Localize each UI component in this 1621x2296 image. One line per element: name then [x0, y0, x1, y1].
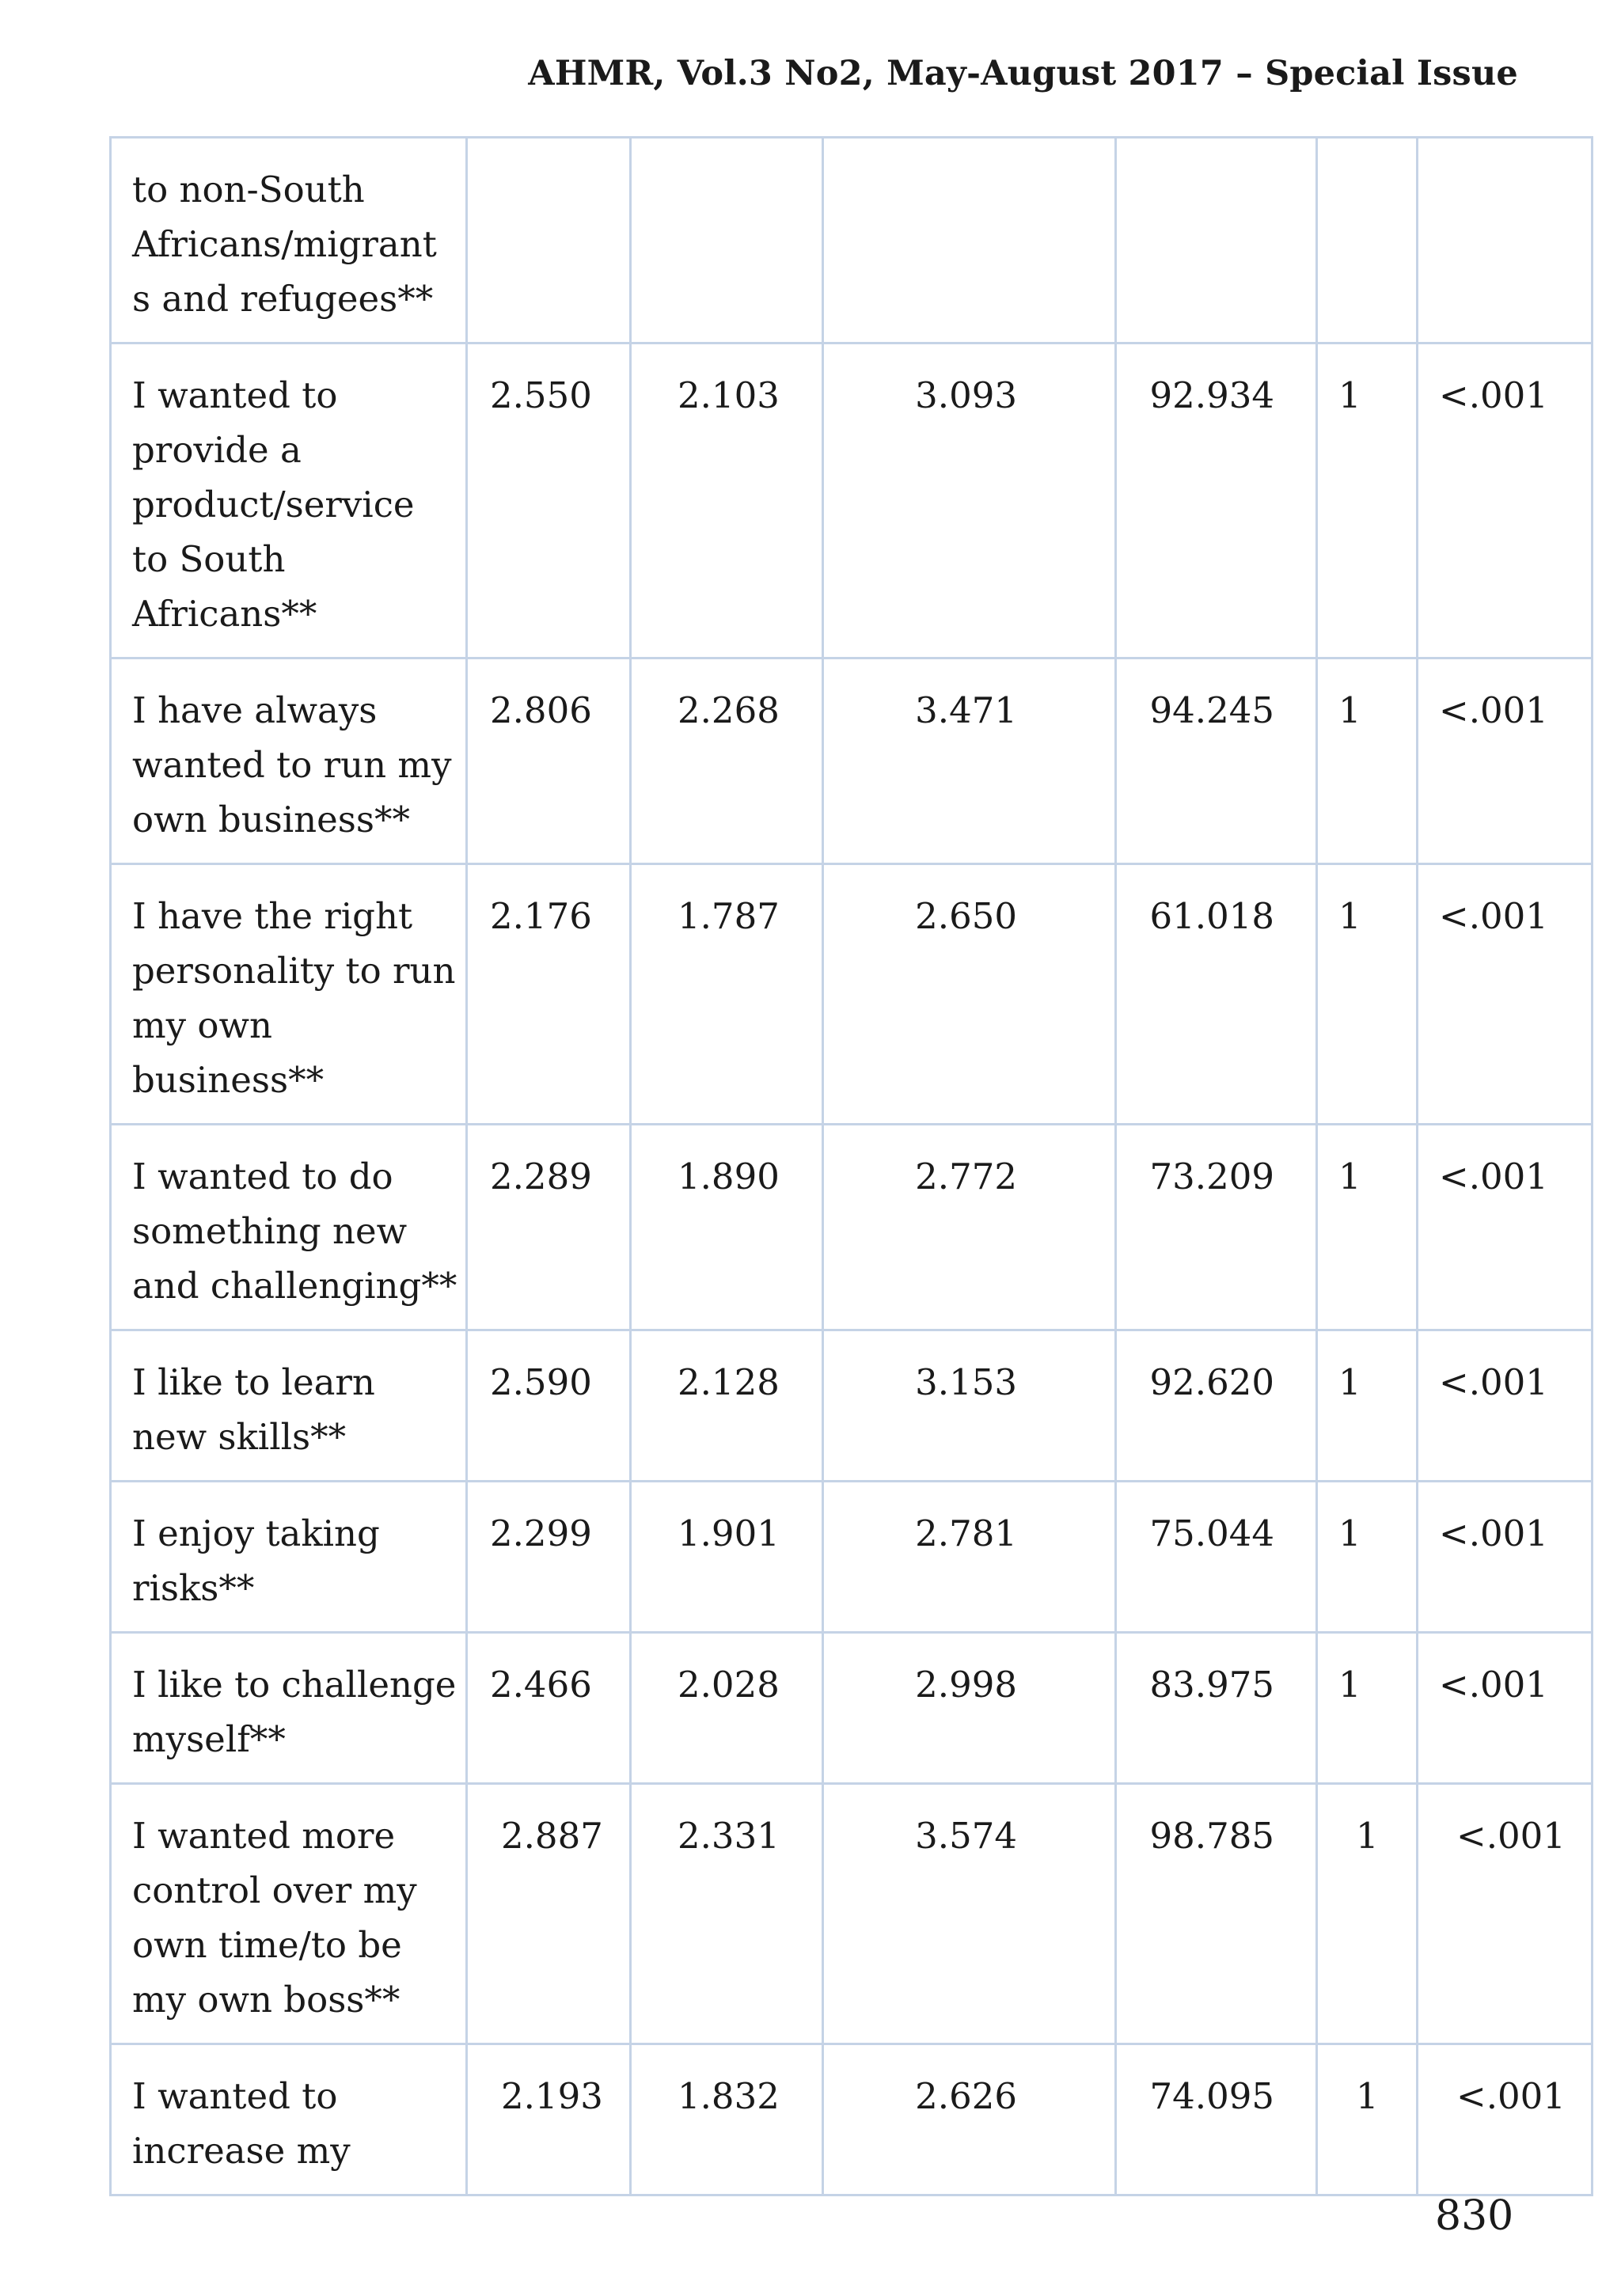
table-row: [111, 864, 1593, 1125]
running-header: AHMR, Vol.3 No2, May-August 2017 – Special Issue: [528, 54, 1518, 93]
cell-value: 2.781: [823, 1482, 1116, 1633]
cell-value: 1: [1317, 1330, 1418, 1482]
cell-value: 2.466: [467, 1633, 631, 1784]
table-row: [111, 658, 1593, 864]
row-label: I like to challenge myself**: [111, 1633, 467, 1784]
cell-value: 1: [1317, 1125, 1418, 1330]
cell-value: <.001: [1418, 864, 1593, 1125]
cell-value: 2.550: [467, 343, 631, 658]
row-label: I wanted to do something new and challenging**: [111, 1125, 467, 1330]
cell-value: 3.471: [823, 658, 1116, 864]
cell-value: 92.620: [1116, 1330, 1317, 1482]
cell-value: <.001: [1418, 1330, 1593, 1482]
statistics-table: [109, 136, 1593, 2196]
row-label: I wanted to increase my: [111, 2044, 467, 2195]
cell-value: <.001: [1418, 343, 1593, 658]
cell-value: 1.832: [631, 2044, 823, 2195]
row-label: to non-South Africans/migrant s and refugees**: [111, 138, 467, 343]
cell-value: 2.299: [467, 1482, 631, 1633]
table-row: [111, 1125, 1593, 1330]
cell-value: 98.785: [1116, 1784, 1317, 2044]
cell-value: 2.128: [631, 1330, 823, 1482]
cell-value: <.001: [1418, 1633, 1593, 1784]
cell-value: [1116, 138, 1317, 343]
cell-value: 1: [1317, 2044, 1418, 2195]
cell-value: 1.901: [631, 1482, 823, 1633]
cell-value: 2.650: [823, 864, 1116, 1125]
cell-value: 61.018: [1116, 864, 1317, 1125]
cell-value: 2.193: [467, 2044, 631, 2195]
cell-value: <.001: [1418, 658, 1593, 864]
cell-value: [1317, 138, 1418, 343]
cell-value: 94.245: [1116, 658, 1317, 864]
cell-value: 3.574: [823, 1784, 1116, 2044]
cell-value: 1.890: [631, 1125, 823, 1330]
row-label: I enjoy taking risks**: [111, 1482, 467, 1633]
cell-value: 2.176: [467, 864, 631, 1125]
cell-value: 1: [1317, 1784, 1418, 2044]
row-label: I like to learn new skills**: [111, 1330, 467, 1482]
row-label: I wanted more control over my own time/to be my own boss**: [111, 1784, 467, 2044]
cell-value: 73.209: [1116, 1125, 1317, 1330]
cell-value: 2.331: [631, 1784, 823, 2044]
cell-value: [823, 138, 1116, 343]
cell-value: 2.772: [823, 1125, 1116, 1330]
cell-value: <.001: [1418, 1125, 1593, 1330]
cell-value: [1418, 138, 1593, 343]
table-row: [111, 1784, 1593, 2044]
cell-value: 3.093: [823, 343, 1116, 658]
table-row: [111, 1482, 1593, 1633]
cell-value: 2.289: [467, 1125, 631, 1330]
cell-value: 2.103: [631, 343, 823, 658]
cell-value: <.001: [1418, 2044, 1593, 2195]
row-label: I wanted to provide a product/service to South Africans**: [111, 343, 467, 658]
cell-value: <.001: [1418, 1482, 1593, 1633]
cell-value: 1: [1317, 864, 1418, 1125]
table-row: [111, 138, 1593, 343]
cell-value: 1.787: [631, 864, 823, 1125]
cell-value: 2.887: [467, 1784, 631, 2044]
table-row: [111, 2044, 1593, 2195]
row-label: I have always wanted to run my own business**: [111, 658, 467, 864]
cell-value: 2.626: [823, 2044, 1116, 2195]
cell-value: 2.268: [631, 658, 823, 864]
cell-value: 3.153: [823, 1330, 1116, 1482]
cell-value: 2.590: [467, 1330, 631, 1482]
cell-value: <.001: [1418, 1784, 1593, 2044]
page-number: 830: [1435, 2192, 1514, 2240]
cell-value: 75.044: [1116, 1482, 1317, 1633]
cell-value: 1: [1317, 1633, 1418, 1784]
cell-value: 83.975: [1116, 1633, 1317, 1784]
cell-value: 92.934: [1116, 343, 1317, 658]
cell-value: 74.095: [1116, 2044, 1317, 2195]
cell-value: 1: [1317, 1482, 1418, 1633]
cell-value: [631, 138, 823, 343]
cell-value: 2.028: [631, 1633, 823, 1784]
table-row: [111, 1633, 1593, 1784]
cell-value: 1: [1317, 658, 1418, 864]
table-row: [111, 1330, 1593, 1482]
row-label: I have the right personality to run my own business**: [111, 864, 467, 1125]
cell-value: 2.998: [823, 1633, 1116, 1784]
cell-value: 1: [1317, 343, 1418, 658]
cell-value: [467, 138, 631, 343]
cell-value: 2.806: [467, 658, 631, 864]
table-row: [111, 343, 1593, 658]
